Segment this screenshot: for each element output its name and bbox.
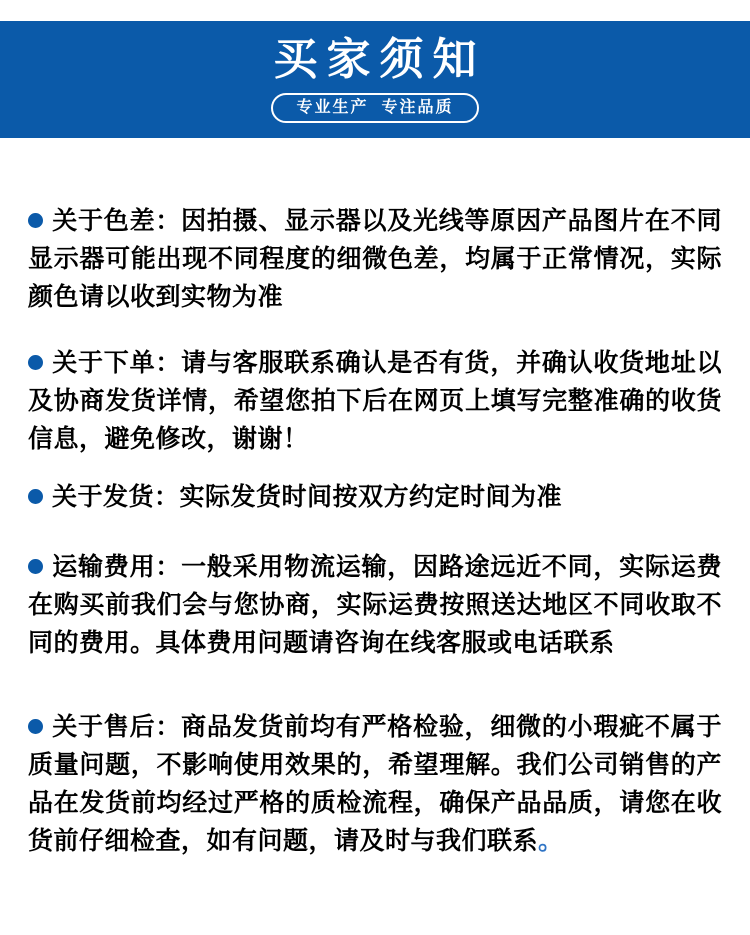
- notice-item-ordering: [28, 344, 722, 458]
- notice-label: 关于售后：: [52, 713, 182, 741]
- header-banner: [0, 21, 750, 138]
- bullet-icon: [28, 355, 43, 370]
- notice-label: 运输费用：: [52, 553, 182, 581]
- bullet-icon: [28, 559, 43, 574]
- bullet-icon: [28, 213, 43, 228]
- notice-text: 因拍摄、显示器以及光线等原因产品图片在不同显示器可能出现不同程度的细微色差，均属于正常情况，实际颜色请以收到实物为准: [28, 207, 722, 311]
- notice-item-color-difference: [28, 202, 722, 316]
- notice-item-after-sales: [28, 708, 722, 860]
- tagline-text: 专业生产 专注品质: [296, 99, 454, 116]
- notice-text: 一般采用物流运输，因路途远近不同，实际运费在购买前我们会与您协商，实际运费按照送达地区不同收取不同的费用。具体费用问题请咨询在线客服或电话联系: [28, 553, 722, 657]
- notice-label: 关于下单：: [52, 349, 182, 377]
- page-title: 买家须知: [273, 35, 486, 84]
- notice-item-shipping: [28, 478, 722, 516]
- bullet-icon: [28, 489, 43, 504]
- notice-text: 请与客服联系确认是否有货，并确认收货地址以及协商发货详情，希望您拍下后在网页上填写完整准确的收货信息，避免修改，谢谢！: [28, 349, 722, 453]
- notice-label: 关于发货：: [52, 483, 180, 511]
- notice-label: 关于色差：: [52, 207, 182, 235]
- notice-period: 。: [538, 827, 564, 855]
- notice-text: 实际发货时间按双方约定时间为准: [179, 483, 563, 511]
- tagline-pill: [271, 93, 480, 123]
- notice-list: [28, 202, 722, 860]
- bullet-icon: [28, 719, 43, 734]
- notice-item-freight: [28, 548, 722, 662]
- notice-text: 商品发货前均有严格检验，细微的小瑕疵不属于质量问题，不影响使用效果的，希望理解。我们公司销售的产品在发货前均经过严格的质检流程，确保产品品质，请您在收货前仔细检查，如有问题，请及时与我们联系: [28, 713, 722, 855]
